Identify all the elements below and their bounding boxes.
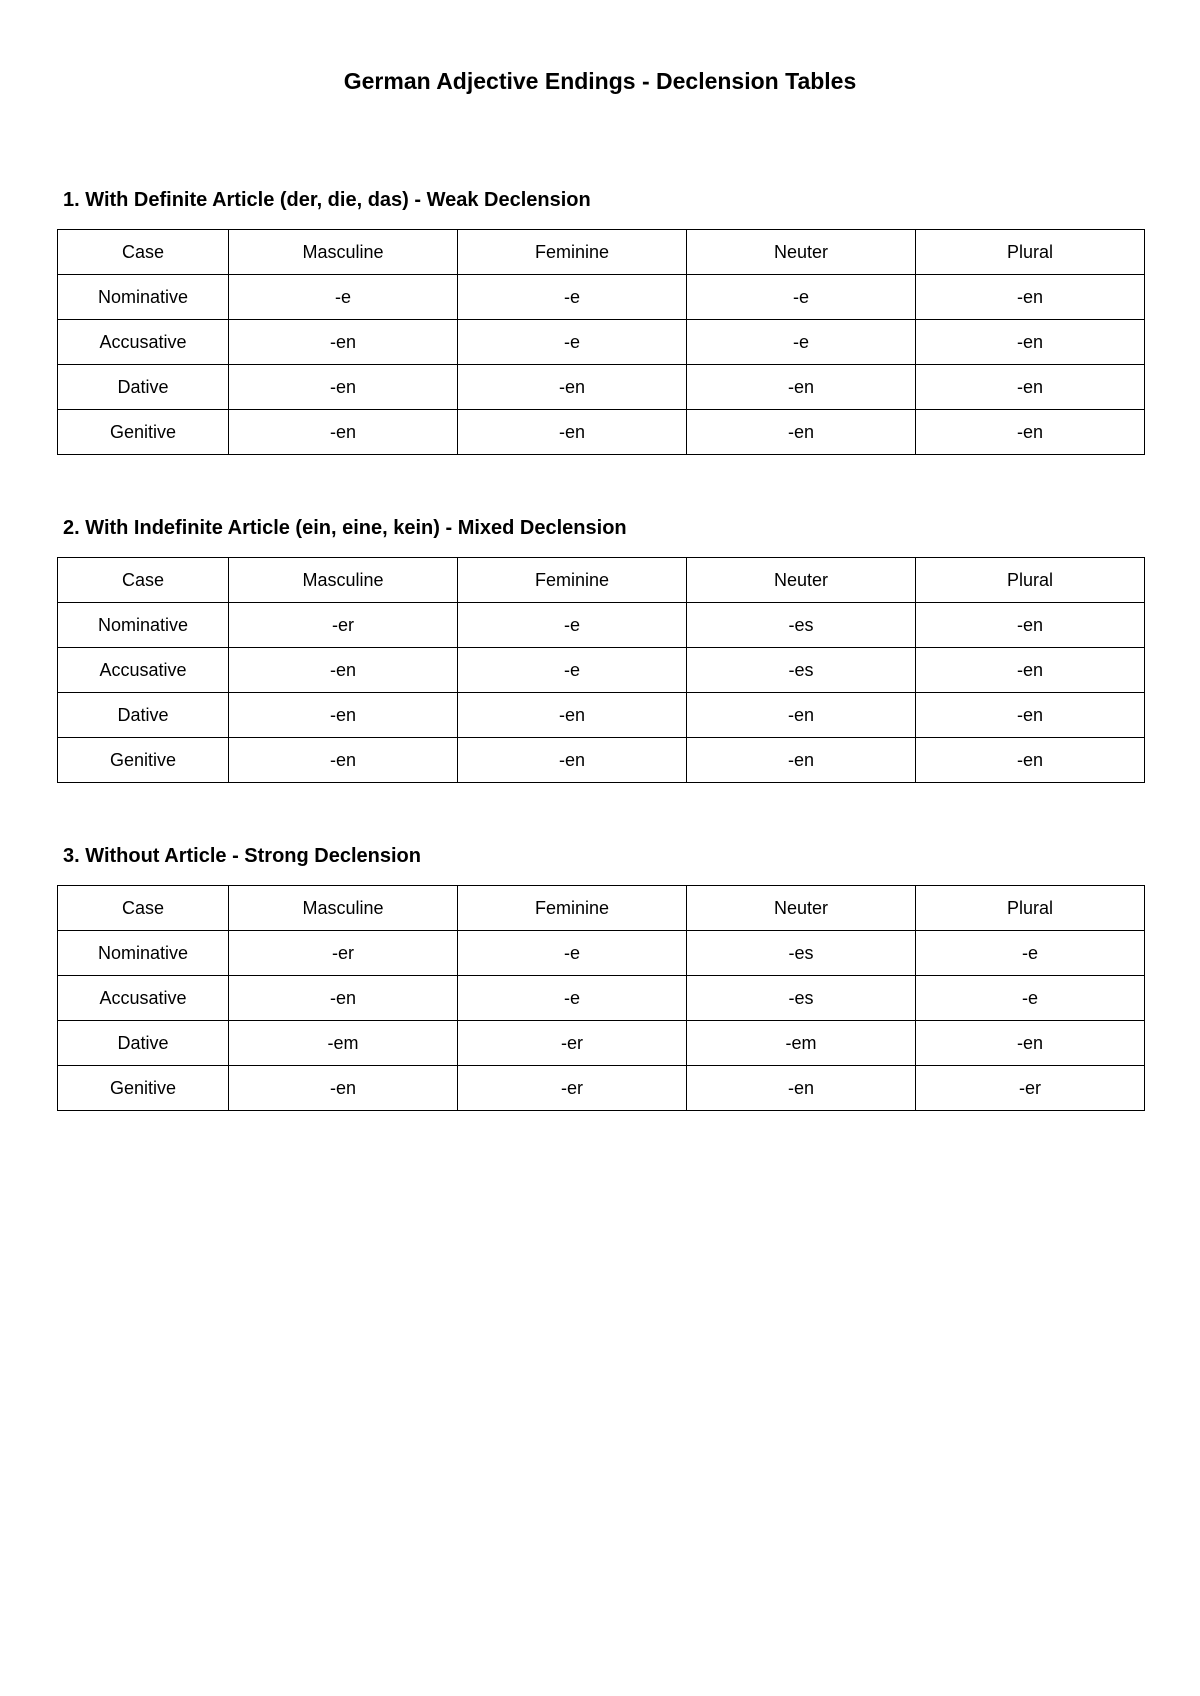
header-cell-plural: Plural (916, 558, 1145, 603)
ending-cell: -es (687, 931, 916, 976)
section-strong-declension (57, 842, 1145, 1098)
ending-cell: -en (916, 603, 1145, 648)
ending-cell: -e (916, 976, 1145, 1021)
ending-cell: -er (458, 1021, 687, 1066)
ending-cell: -en (458, 365, 687, 410)
ending-cell: -e (458, 275, 687, 320)
table-row (58, 365, 1145, 410)
case-cell: Accusative (58, 320, 229, 365)
ending-cell: -en (687, 410, 916, 455)
ending-cell: -en (229, 1066, 458, 1111)
ending-cell: -er (229, 603, 458, 648)
ending-cell: -en (229, 693, 458, 738)
table-row (58, 738, 1145, 783)
ending-cell: -en (687, 1066, 916, 1111)
ending-cell: -en (916, 738, 1145, 783)
table-row (58, 1066, 1145, 1111)
ending-cell: -en (916, 320, 1145, 365)
ending-cell: -en (229, 976, 458, 1021)
declension-table-weak (57, 229, 1145, 455)
table-row (58, 410, 1145, 455)
ending-cell: -en (687, 738, 916, 783)
table-row (58, 976, 1145, 1021)
ending-cell: -e (458, 976, 687, 1021)
ending-cell: -er (916, 1066, 1145, 1111)
ending-cell: -en (458, 738, 687, 783)
ending-cell: -e (458, 320, 687, 365)
case-cell: Accusative (58, 976, 229, 1021)
case-cell: Nominative (58, 931, 229, 976)
case-cell: Nominative (58, 603, 229, 648)
header-cell-neuter: Neuter (687, 886, 916, 931)
header-cell-feminine: Feminine (458, 558, 687, 603)
ending-cell: -e (458, 603, 687, 648)
table-row (58, 693, 1145, 738)
table-row (58, 603, 1145, 648)
section-weak-declension (57, 186, 1145, 442)
ending-cell: -en (687, 365, 916, 410)
header-cell-feminine: Feminine (458, 230, 687, 275)
ending-cell: -e (687, 320, 916, 365)
ending-cell: -e (229, 275, 458, 320)
ending-cell: -en (229, 320, 458, 365)
ending-cell: -es (687, 648, 916, 693)
ending-cell: -er (229, 931, 458, 976)
section-heading: 2. With Indefinite Article (ein, eine, kein) - Mixed Declension (63, 517, 627, 539)
ending-cell: -en (687, 693, 916, 738)
ending-cell: -er (458, 1066, 687, 1111)
table-row (58, 1021, 1145, 1066)
header-cell-plural: Plural (916, 886, 1145, 931)
ending-cell: -en (916, 275, 1145, 320)
ending-cell: -e (458, 648, 687, 693)
case-cell: Nominative (58, 275, 229, 320)
ending-cell: -en (229, 648, 458, 693)
case-cell: Accusative (58, 648, 229, 693)
section-heading: 1. With Definite Article (der, die, das) - Weak Declension (63, 189, 591, 211)
table-row (58, 320, 1145, 365)
header-cell-neuter: Neuter (687, 230, 916, 275)
ending-cell: -en (458, 693, 687, 738)
ending-cell: -en (229, 365, 458, 410)
table-header-row (58, 230, 1145, 275)
header-cell-neuter: Neuter (687, 558, 916, 603)
document-title: German Adjective Endings - Declension Tables (343, 68, 857, 94)
ending-cell: -e (458, 931, 687, 976)
header-cell-plural: Plural (916, 230, 1145, 275)
case-cell: Genitive (58, 738, 229, 783)
section-mixed-declension (57, 514, 1145, 770)
ending-cell: -en (229, 410, 458, 455)
ending-cell: -e (687, 275, 916, 320)
table-row (58, 275, 1145, 320)
case-cell: Dative (58, 1021, 229, 1066)
table-header-row (58, 558, 1145, 603)
ending-cell: -en (916, 1021, 1145, 1066)
case-cell: Genitive (58, 410, 229, 455)
case-cell: Dative (58, 365, 229, 410)
ending-cell: -en (229, 738, 458, 783)
header-cell-masculine: Masculine (229, 558, 458, 603)
ending-cell: -en (916, 648, 1145, 693)
table-header-row (58, 886, 1145, 931)
ending-cell: -e (916, 931, 1145, 976)
ending-cell: -es (687, 603, 916, 648)
ending-cell: -en (916, 693, 1145, 738)
ending-cell: -en (458, 410, 687, 455)
header-cell-masculine: Masculine (229, 886, 458, 931)
ending-cell: -en (916, 410, 1145, 455)
header-cell-case: Case (58, 558, 229, 603)
ending-cell: -es (687, 976, 916, 1021)
header-cell-masculine: Masculine (229, 230, 458, 275)
ending-cell: -en (916, 365, 1145, 410)
declension-table-mixed (57, 557, 1145, 783)
table-row (58, 648, 1145, 693)
header-cell-case: Case (58, 886, 229, 931)
header-cell-feminine: Feminine (458, 886, 687, 931)
declension-table-strong (57, 885, 1145, 1111)
table-row (58, 931, 1145, 976)
case-cell: Dative (58, 693, 229, 738)
case-cell: Genitive (58, 1066, 229, 1111)
section-heading: 3. Without Article - Strong Declension (63, 845, 421, 867)
header-cell-case: Case (58, 230, 229, 275)
ending-cell: -em (229, 1021, 458, 1066)
ending-cell: -em (687, 1021, 916, 1066)
